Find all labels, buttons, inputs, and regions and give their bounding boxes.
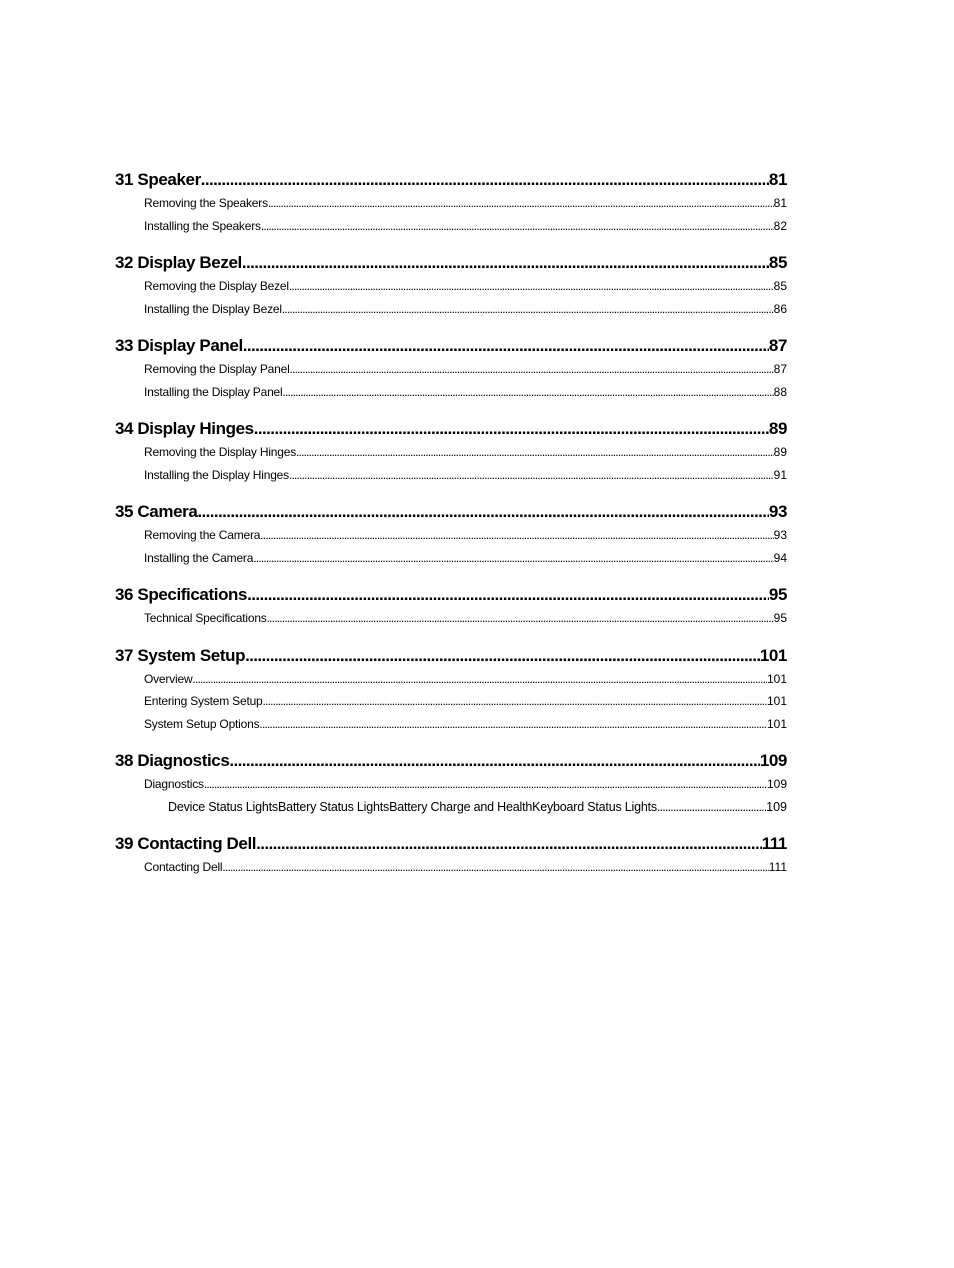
toc-entry-link[interactable] xyxy=(115,668,787,691)
entry-page-number: 91 xyxy=(773,467,787,482)
entry-title: Entering System Setup xyxy=(144,694,263,708)
dot-leader xyxy=(263,690,767,713)
dot-leader xyxy=(243,334,769,358)
chapter-page-number: 111 xyxy=(761,834,787,853)
toc-entry-link[interactable] xyxy=(115,192,787,215)
toc-section xyxy=(115,749,787,818)
dot-leader xyxy=(268,192,774,215)
dot-leader xyxy=(289,275,774,298)
entry-title: System Setup Options xyxy=(144,716,260,731)
dot-leader xyxy=(201,168,769,192)
toc-chapter-link[interactable] xyxy=(115,644,787,668)
entry-page-number: 101 xyxy=(766,716,787,731)
entry-title: Diagnostics xyxy=(144,777,204,791)
toc-entry-link[interactable] xyxy=(115,607,787,630)
chapter-title: 37 System Setup xyxy=(115,645,246,665)
chapter-title: 32 Display Bezel xyxy=(115,253,242,272)
dot-leader xyxy=(229,749,759,773)
entry-page-number: 87 xyxy=(773,362,787,376)
entry-page-number: 101 xyxy=(766,671,787,686)
toc-chapter-link[interactable] xyxy=(115,334,787,358)
dot-leader xyxy=(192,668,767,691)
dot-leader xyxy=(254,417,769,441)
entry-title: Removing the Display Hinges xyxy=(144,445,297,459)
toc-entry-link[interactable] xyxy=(115,524,787,547)
entry-title: Contacting Dell xyxy=(144,860,223,874)
toc-entry-link[interactable] xyxy=(115,298,787,321)
chapter-title: 31 Speaker xyxy=(115,170,201,189)
dot-leader xyxy=(260,524,773,547)
toc-entry-link[interactable] xyxy=(115,215,787,238)
chapter-page-number: 109 xyxy=(759,751,787,770)
entry-page-number: 82 xyxy=(773,218,787,233)
entry-page-number: 89 xyxy=(773,445,787,459)
entry-title: Overview xyxy=(144,671,193,686)
dot-leader xyxy=(247,583,769,607)
chapter-title: 35 Camera xyxy=(115,502,198,521)
chapter-page-number: 87 xyxy=(768,336,787,355)
entry-title: Removing the Camera xyxy=(144,528,261,542)
toc-section xyxy=(115,168,787,237)
toc-entry-link[interactable] xyxy=(115,547,787,570)
entry-title: Installing the Speakers xyxy=(144,218,261,233)
toc-chapter-link[interactable] xyxy=(115,168,787,192)
dot-leader xyxy=(245,644,760,668)
entry-page-number: 94 xyxy=(773,550,787,565)
entry-title: Installing the Display Hinges xyxy=(144,467,289,482)
dot-leader xyxy=(290,358,774,381)
dot-leader xyxy=(204,773,767,796)
entry-page-number: 95 xyxy=(773,611,787,625)
toc-chapter-link[interactable] xyxy=(115,251,787,275)
entry-title: Technical Specifications xyxy=(144,611,267,625)
dot-leader xyxy=(282,381,773,404)
entry-page-number: 109 xyxy=(766,799,787,814)
toc-section xyxy=(115,500,787,569)
toc-entry-link[interactable] xyxy=(115,713,787,736)
entry-page-number: 109 xyxy=(766,777,787,791)
dot-leader xyxy=(289,464,774,487)
entry-title: Installing the Camera xyxy=(144,550,254,565)
toc-chapter-link[interactable] xyxy=(115,500,787,524)
chapter-page-number: 85 xyxy=(768,253,787,272)
chapter-page-number: 81 xyxy=(768,170,787,189)
entry-title: Installing the Display Bezel xyxy=(144,301,282,316)
dot-leader xyxy=(267,607,774,630)
dot-leader xyxy=(197,500,768,524)
table-of-contents xyxy=(115,168,787,893)
chapter-title: 34 Display Hinges xyxy=(115,419,254,438)
toc-entry-link[interactable] xyxy=(115,464,787,487)
entry-page-number: 101 xyxy=(766,694,787,708)
toc-chapter-link[interactable] xyxy=(115,832,787,856)
toc-entry-link[interactable] xyxy=(115,381,787,404)
chapter-title: 36 Specifications xyxy=(115,585,248,604)
toc-section xyxy=(115,644,787,736)
dot-leader xyxy=(222,856,768,879)
toc-entry-link[interactable] xyxy=(115,275,787,298)
dot-leader xyxy=(259,713,767,736)
chapter-page-number: 93 xyxy=(768,502,787,521)
toc-section xyxy=(115,251,787,320)
entry-page-number: 86 xyxy=(773,301,787,316)
toc-section xyxy=(115,417,787,486)
toc-entry-link[interactable] xyxy=(115,441,787,464)
entry-page-number: 81 xyxy=(773,196,787,210)
entry-title: Removing the Speakers xyxy=(144,196,268,210)
toc-entry-link[interactable] xyxy=(115,690,787,713)
toc-section xyxy=(115,334,787,403)
entry-title: Removing the Display Panel xyxy=(144,362,290,376)
entry-page-number: 88 xyxy=(773,384,787,399)
dot-leader xyxy=(253,547,773,570)
dot-leader xyxy=(261,215,774,238)
entry-page-number: 93 xyxy=(773,528,787,542)
dot-leader xyxy=(242,251,769,275)
toc-entry-link[interactable] xyxy=(115,856,787,879)
chapter-page-number: 89 xyxy=(768,419,787,438)
toc-entry-link[interactable] xyxy=(115,773,787,796)
dot-leader xyxy=(282,298,774,321)
toc-section xyxy=(115,583,787,630)
dot-leader xyxy=(256,832,762,856)
chapter-title: 33 Display Panel xyxy=(115,336,243,355)
toc-chapter-link[interactable] xyxy=(115,417,787,441)
dot-leader xyxy=(296,441,774,464)
entry-page-number: 85 xyxy=(773,279,787,293)
chapter-page-number: 95 xyxy=(768,585,787,604)
toc-entry-link[interactable] xyxy=(115,796,787,819)
entry-page-number: 111 xyxy=(768,860,787,874)
entry-title: Installing the Display Panel xyxy=(144,384,283,399)
chapter-title: 38 Diagnostics xyxy=(115,751,230,770)
toc-chapter-link[interactable] xyxy=(115,583,787,607)
chapter-page-number: 101 xyxy=(759,645,787,665)
dot-leader xyxy=(657,796,766,819)
entry-title: Removing the Display Bezel xyxy=(144,279,289,293)
chapter-title: 39 Contacting Dell xyxy=(115,834,257,853)
toc-section xyxy=(115,832,787,879)
toc-entry-link[interactable] xyxy=(115,358,787,381)
entry-title: Device Status LightsBattery Status LightsBattery Charge and HealthKeyboard Status Lights xyxy=(168,799,657,814)
toc-chapter-link[interactable] xyxy=(115,749,787,773)
